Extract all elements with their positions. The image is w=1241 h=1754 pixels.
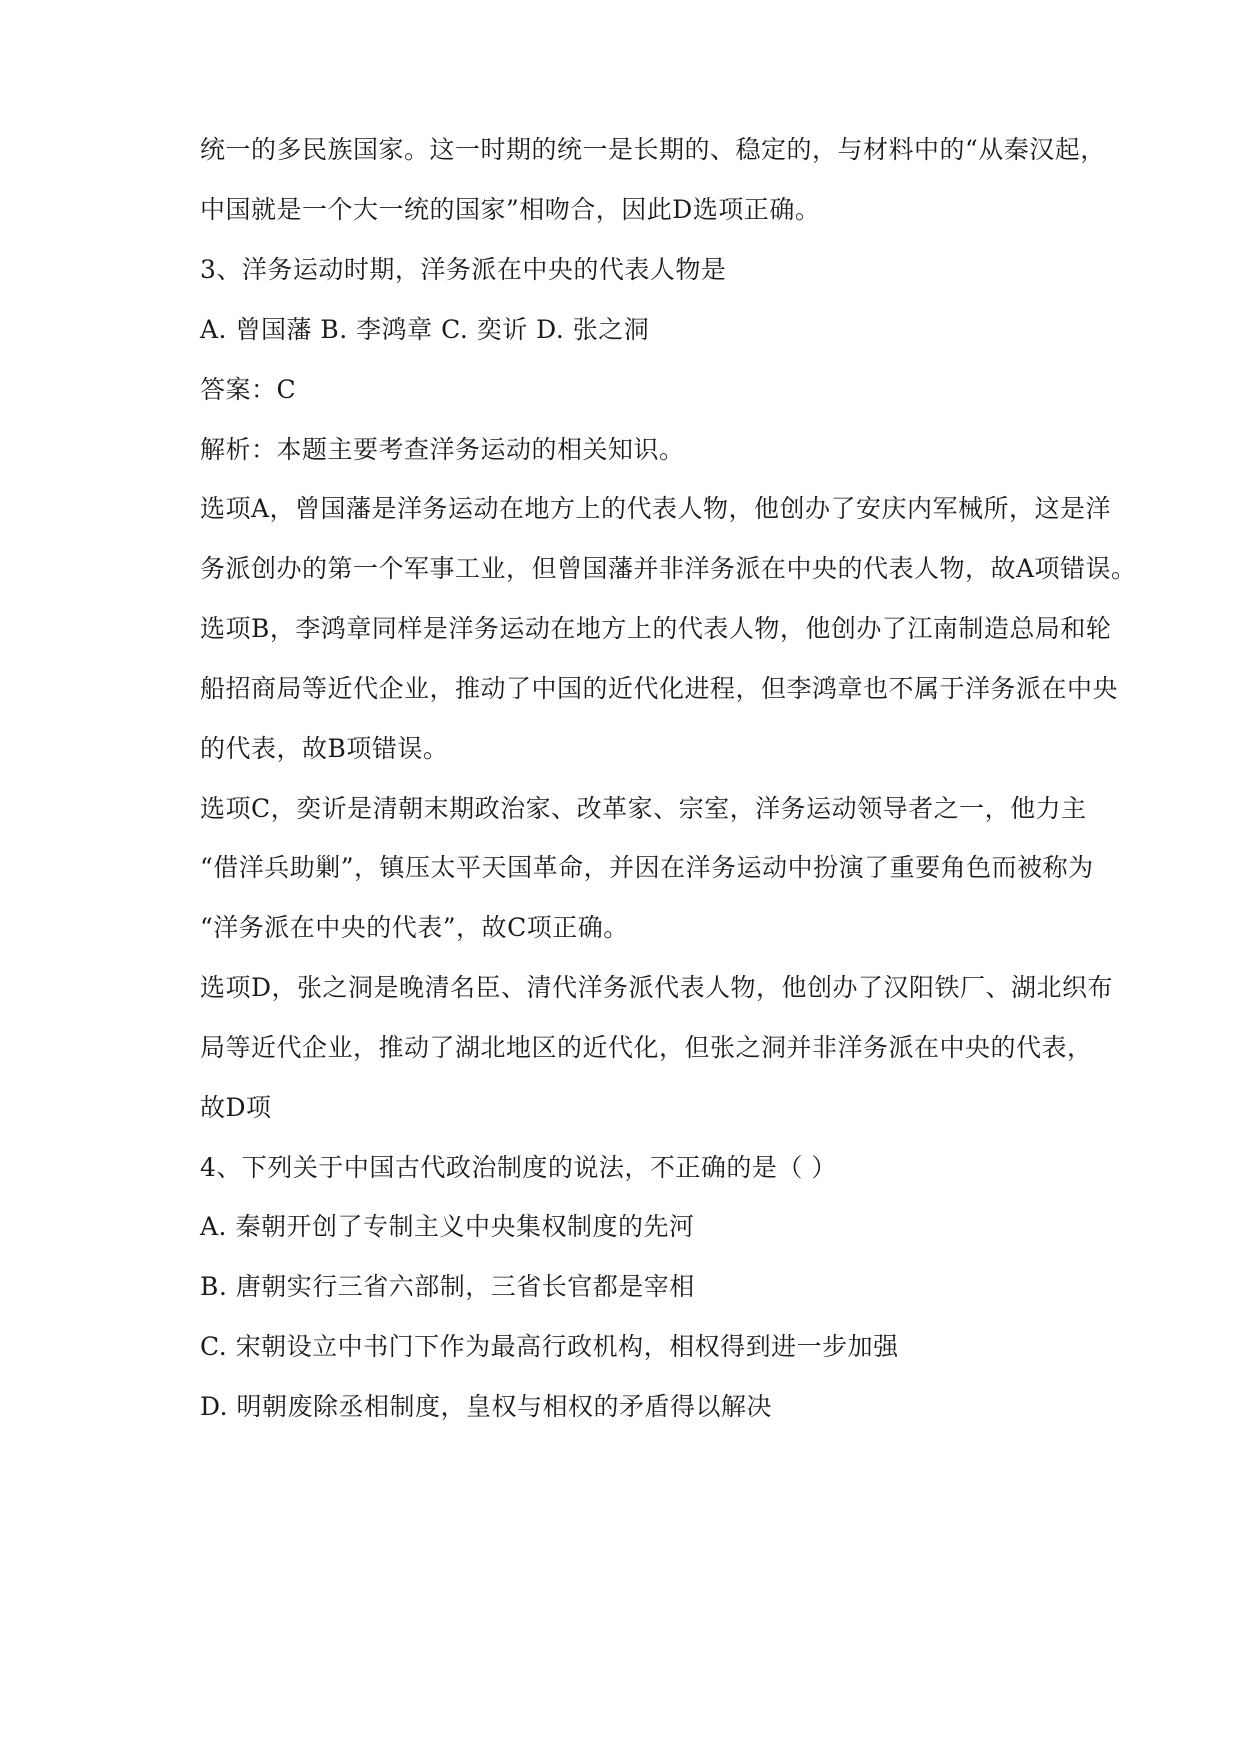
text-line: 选项B，李鸿章同样是洋务运动在地方上的代表人物，他创办了江南制造总局和轮 bbox=[200, 614, 1112, 643]
text-line: 选项D，张之洞是晚清名臣、清代洋务派代表人物，他创办了汉阳铁厂、湖北织布 bbox=[200, 973, 1114, 1002]
text-line: “洋务派在中央的代表”，故C项正确。 bbox=[200, 913, 629, 942]
text-line: 统一的多民族国家。这一时期的统一是长期的、稳定的，与材料中的“从秦汉起， bbox=[200, 135, 1106, 164]
question-4-option-d: D. 明朝废除丞相制度，皇权与相权的矛盾得以解决 bbox=[200, 1392, 773, 1421]
question-3-stem: 3、洋务运动时期，洋务派在中央的代表人物是 bbox=[200, 255, 727, 284]
text-line: 务派创办的第一个军事工业，但曾国藩并非洋务派在中央的代表人物，故A项错误。 bbox=[200, 554, 1137, 583]
text-line: “借洋兵助剿”，镇压太平天国革命，并因在洋务运动中扮演了重要角色而被称为 bbox=[200, 853, 1094, 882]
question-3-options: A. 曾国藩 B. 李鸿章 C. 奕䜣 D. 张之洞 bbox=[200, 315, 650, 344]
question-4-option-b: B. 唐朝实行三省六部制，三省长官都是宰相 bbox=[200, 1272, 695, 1301]
text-line: 选项A，曾国藩是洋务运动在地方上的代表人物，他创办了安庆内军械所，这是洋 bbox=[200, 494, 1112, 523]
analysis-line: 解析：本题主要考查洋务运动的相关知识。 bbox=[200, 435, 685, 464]
question-4-stem: 4、下列关于中国古代政治制度的说法，不正确的是（ ） bbox=[200, 1153, 837, 1182]
question-4-option-a: A. 秦朝开创了专制主义中央集权制度的先河 bbox=[200, 1212, 695, 1241]
text-line: 的代表，故B项错误。 bbox=[200, 734, 449, 763]
text-line: 局等近代企业，推动了湖北地区的近代化，但张之洞并非洋务派在中央的代表， bbox=[200, 1033, 1093, 1062]
text-line: 中国就是一个大一统的国家”相吻合，因此D选项正确。 bbox=[200, 195, 821, 224]
text-line: 船招商局等近代企业，推动了中国的近代化进程，但李鸿章也不属于洋务派在中央 bbox=[200, 674, 1119, 703]
question-4-option-c: C. 宋朝设立中书门下作为最高行政机构，相权得到进一步加强 bbox=[200, 1332, 899, 1361]
text-line: 选项C，奕䜣是清朝末期政治家、改革家、宗室，洋务运动领导者之一，他力主 bbox=[200, 794, 1087, 823]
text-line: 故D项 bbox=[200, 1093, 272, 1122]
answer-line: 答案：C bbox=[200, 375, 297, 404]
